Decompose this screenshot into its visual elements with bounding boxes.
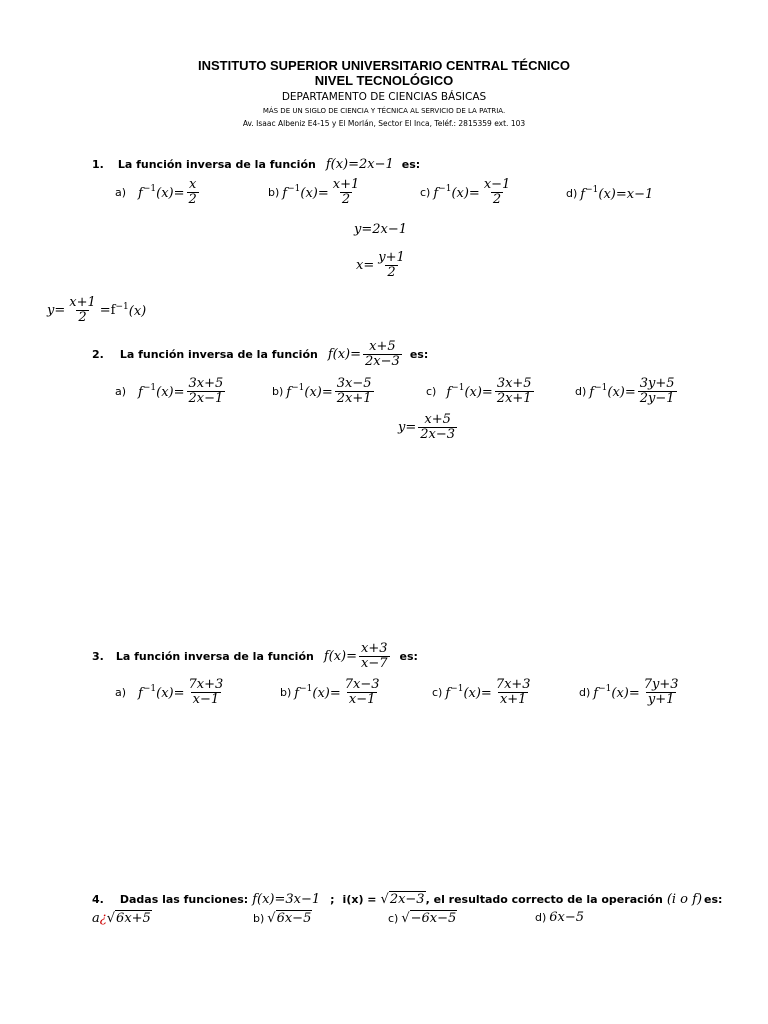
q3-option-a[interactable]: a) $f^{-1}(x)=$ $\frac{7x+3}{x-1}$ [115,677,224,707]
question-text: La función inversa de la función [117,158,316,171]
q3-option-c[interactable]: c) $f^{-1}(x)=$ $\frac{7x+3}{x+1}$ [432,677,531,707]
q1-work-2: x= $\frac{y+1}{2}$ [356,250,405,280]
q4-option-c[interactable]: c) √ −6x−5 [388,910,457,926]
motto: MÁS DE UN SIGLO DE CIENCIA Y TÉCNICA AL SERVICIO DE LA PATRIA. [262,107,506,115]
radicand: 2x−3 [389,892,425,907]
fraction: $\frac{x-1}{2}$ [483,177,511,207]
fraction: $\frac{x+5}{2x-3}$ [365,339,400,369]
fraction: $\frac{x}{2}$ [188,177,197,207]
es-label: es: [401,158,421,171]
error-mark: ¿ [99,910,107,926]
q2-option-a[interactable]: a) $f^{-1}(x)=$ $\frac{3x+5}{2x-1}$ [115,376,224,406]
institute-title: INSTITUTO SUPERIOR UNIVERSITARIO CENTRAL TÉCNICO [198,58,570,73]
department-title: DEPARTAMENTO DE CIENCIAS BÁSICAS [281,91,487,103]
q2-work: y= $\frac{x+5}{2x-3}$ [398,412,456,442]
level-title: NIVEL TECNOLÓGICO [314,73,454,88]
q2-option-c[interactable]: c) $f^{-1}(x)=$ $\frac{3x+5}{2x+1}$ [426,376,532,406]
question-number: 1. [92,158,104,171]
q1-work-3: y= $\frac{x+1}{2}$ =f $^{-1}$(x) [47,295,147,325]
q1-option-b[interactable]: b) $f^{-1}(x)=$ $\frac{x+1}{2}$ [268,177,360,207]
q3-option-b[interactable]: b) $f^{-1}(x)=$ $\frac{7x-3}{x-1}$ [280,677,380,707]
q1-option-a[interactable]: a) $f^{-1}(x)=$ $\frac{x}{2}$ [115,177,197,207]
question-4: 4. Dadas las funciones: f(x)=3x−1 ; i(x) = √ 2x−3 , el resultado correcto de la operación (i o f) es: [92,891,723,907]
q3-option-d[interactable]: d) $f^{-1}(x)=$ $\frac{7y+3}{y+1}$ [579,677,679,707]
q4-option-a[interactable]: a ¿ √ 6x+5 [92,910,151,926]
question-2: 2. La función inversa de la función f(x)= $\frac{x+5}{2x-3}$ es: [92,339,429,369]
q1-option-d[interactable]: d) $f^{-1}(x)=x-1$ [566,185,654,202]
q2-option-d[interactable]: d) $f^{-1}(x)=$ $\frac{3y+5}{2y-1}$ [575,376,675,406]
fraction: $\frac{x+1}{2}$ [332,177,360,207]
q1-work-1: y=2x−1 [354,222,408,237]
q2-option-b[interactable]: b) $f^{-1}(x)=$ $\frac{3x-5}{2x+1}$ [272,376,372,406]
q1-option-c[interactable]: c) $f^{-1}(x)=$ $\frac{x-1}{2}$ [420,177,511,207]
question-1 [92,157,420,172]
question-3: 3. La función inversa de la función f(x)= $\frac{x+3}{x-7}$ es: [92,641,418,671]
q4-option-b[interactable]: b) √ 6x−5 [253,910,312,926]
q4-option-d[interactable]: d) 6x−5 [535,910,585,925]
address: Av. Isaac Albeniz E4-15 y El Morlán, Sector El Inca, Teléf.: 2815359 ext. 103 [242,119,526,128]
function-expr: f(x)=2x−1 [325,157,394,172]
